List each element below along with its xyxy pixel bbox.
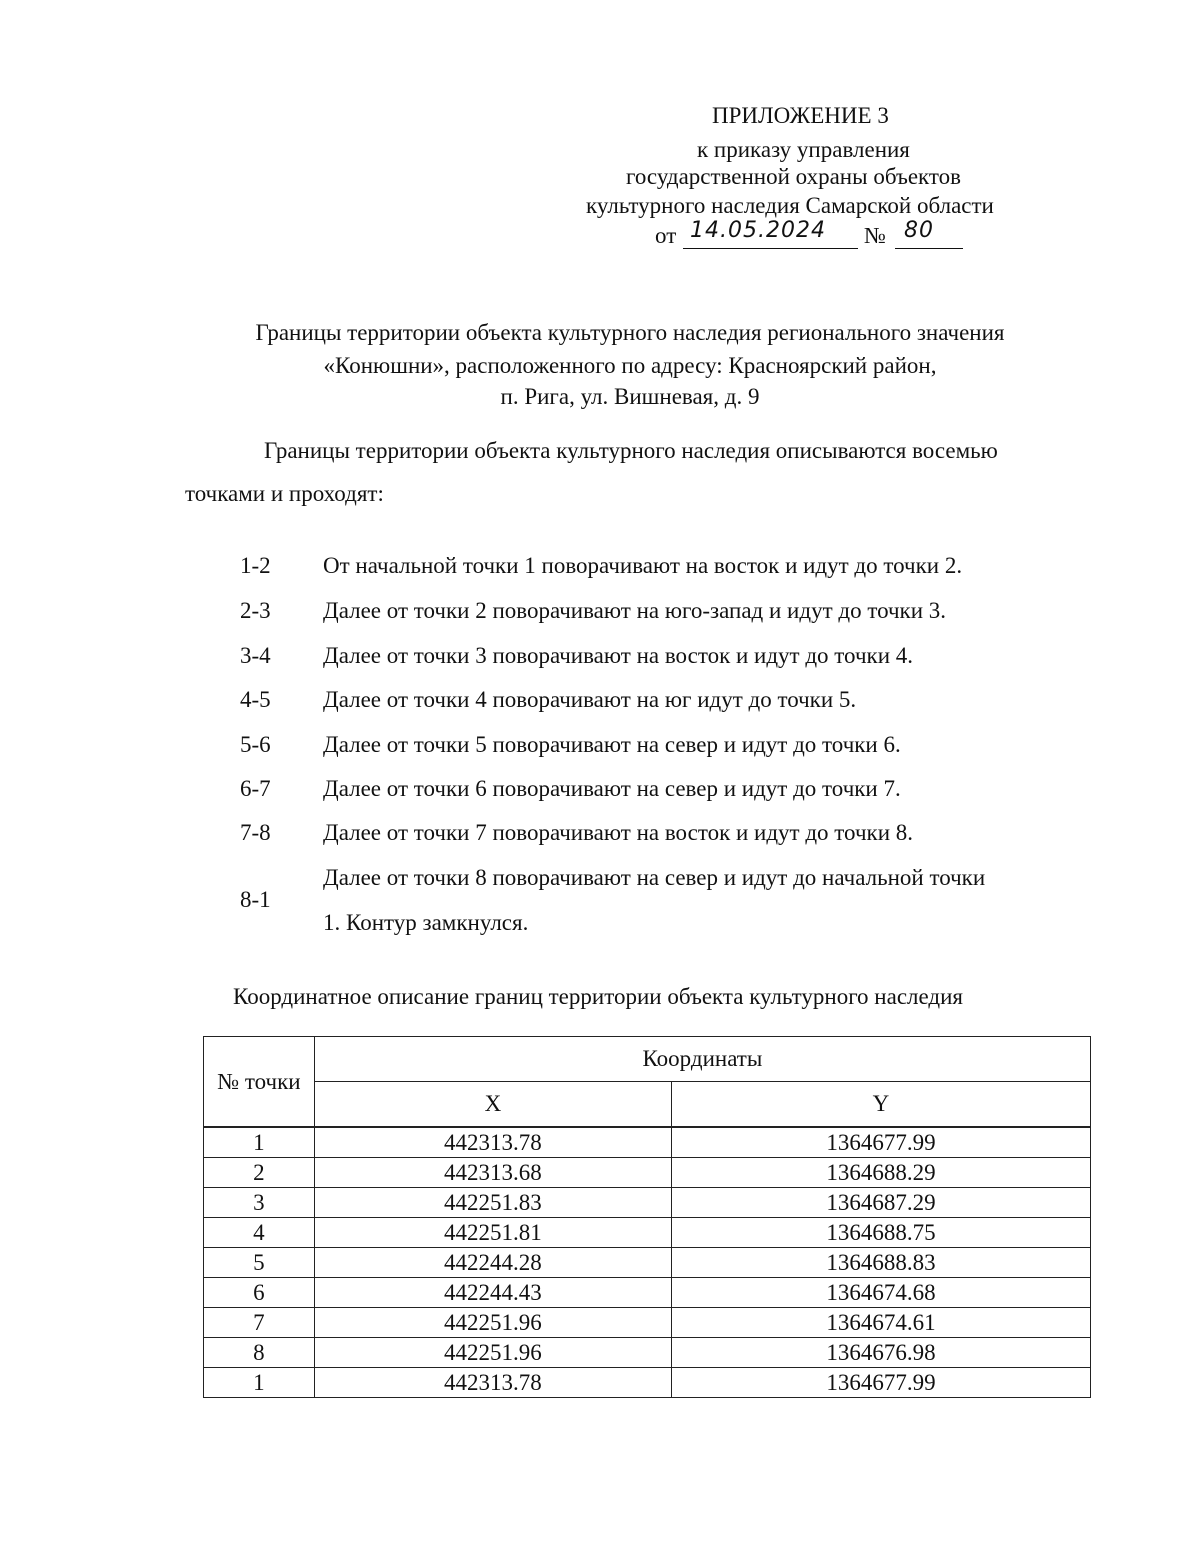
route-segment-text: От начальной точки 1 поворачивают на восток и идут до точки 2.: [323, 553, 963, 578]
coord-x: 442313.68: [314, 1158, 671, 1188]
document-title-line1: Границы территории объекта культурного наследия регионального значения: [255, 320, 1005, 345]
table-caption: Координатное описание границ территории объекта культурного наследия: [233, 984, 964, 1009]
document-title-line2: «Конюшни», расположенного по адресу: Красноярский район,: [323, 353, 937, 378]
coord-x: 442251.83: [314, 1188, 671, 1218]
coord-x: 442251.96: [314, 1338, 671, 1368]
point-number: 4: [204, 1218, 315, 1248]
route-segment-text: Далее от точки 2 поворачивают на юго-запад и идут до точки 3.: [323, 598, 947, 623]
point-number: 6: [204, 1278, 315, 1308]
coord-y: 1364688.29: [671, 1158, 1090, 1188]
point-number: 2: [204, 1158, 315, 1188]
column-header-y: Y: [671, 1082, 1090, 1128]
point-number: 1: [204, 1368, 315, 1398]
coord-y: 1364688.75: [671, 1218, 1090, 1248]
point-number: 3: [204, 1188, 315, 1218]
intro-line1: Границы территории объекта культурного наследия описываются восемью: [264, 438, 998, 463]
route-segment-number: 4-5: [240, 687, 271, 712]
coord-x: 442251.96: [314, 1308, 671, 1338]
table-row: [204, 1188, 1091, 1218]
route-segment-number: 8-1: [240, 887, 271, 912]
coord-x: 442244.28: [314, 1248, 671, 1278]
table-row: [204, 1218, 1091, 1248]
intro-line2: точками и проходят:: [185, 481, 384, 506]
route-segment-text: Далее от точки 5 поворачивают на север и идут до точки 6.: [323, 732, 901, 757]
coord-x: 442313.78: [314, 1127, 671, 1158]
point-number: 5: [204, 1248, 315, 1278]
point-number: 1: [204, 1127, 315, 1158]
coord-y: 1364676.98: [671, 1338, 1090, 1368]
coord-y: 1364677.99: [671, 1368, 1090, 1398]
route-segment-number: 6-7: [240, 776, 271, 801]
table-row: [204, 1308, 1091, 1338]
coord-y: 1364674.68: [671, 1278, 1090, 1308]
coord-y: 1364688.83: [671, 1248, 1090, 1278]
appendix-subtitle-line3: культурного наследия Самарской области: [586, 193, 994, 218]
document-title-line3: п. Рига, ул. Вишневая, д. 9: [500, 384, 760, 409]
coord-y: 1364674.61: [671, 1308, 1090, 1338]
table-row: [204, 1278, 1091, 1308]
coord-y: 1364677.99: [671, 1127, 1090, 1158]
route-segment-text: Далее от точки 3 поворачивают на восток и идут до точки 4.: [323, 643, 914, 668]
table-row: [204, 1248, 1091, 1278]
route-segment-number: 2-3: [240, 598, 271, 623]
number-label: №: [864, 223, 886, 248]
route-segment-text-continued: 1. Контур замкнулся.: [323, 910, 529, 935]
appendix-subtitle-line1: к приказу управления: [697, 137, 910, 162]
route-segment-number: 3-4: [240, 643, 271, 668]
column-header-point: № точки: [204, 1037, 315, 1128]
point-number: 7: [204, 1308, 315, 1338]
coordinates-table: [203, 1036, 1091, 1398]
route-segment-number: 7-8: [240, 820, 271, 845]
table-row: [204, 1158, 1091, 1188]
date-blank-line: [683, 248, 858, 249]
coord-x: 442244.43: [314, 1278, 671, 1308]
table-row: [204, 1338, 1091, 1368]
appendix-subtitle-line2: государственной охраны объектов: [626, 164, 962, 189]
column-header-coordinates: Координаты: [314, 1037, 1090, 1082]
route-segment-text: Далее от точки 8 поворачивают на север и идут до начальной точки: [323, 865, 986, 890]
column-header-x: X: [314, 1082, 671, 1128]
route-segment-text: Далее от точки 6 поворачивают на север и идут до точки 7.: [323, 776, 901, 801]
appendix-title: ПРИЛОЖЕНИЕ 3: [712, 103, 889, 128]
coord-x: 442251.81: [314, 1218, 671, 1248]
coord-y: 1364687.29: [671, 1188, 1090, 1218]
handwritten-number: 80: [904, 218, 934, 243]
from-label: от: [655, 223, 677, 248]
handwritten-date: 14.05.2024: [690, 218, 826, 243]
route-segment-number: 1-2: [240, 553, 271, 578]
route-segment-text: Далее от точки 4 поворачивают на юг идут до точки 5.: [323, 687, 857, 712]
route-segment-number: 5-6: [240, 732, 271, 757]
route-segment-text: Далее от точки 7 поворачивают на восток и идут до точки 8.: [323, 820, 914, 845]
table-row: [204, 1127, 1091, 1158]
number-blank-line: [895, 248, 963, 249]
table-row: [204, 1368, 1091, 1398]
point-number: 8: [204, 1338, 315, 1368]
coord-x: 442313.78: [314, 1368, 671, 1398]
